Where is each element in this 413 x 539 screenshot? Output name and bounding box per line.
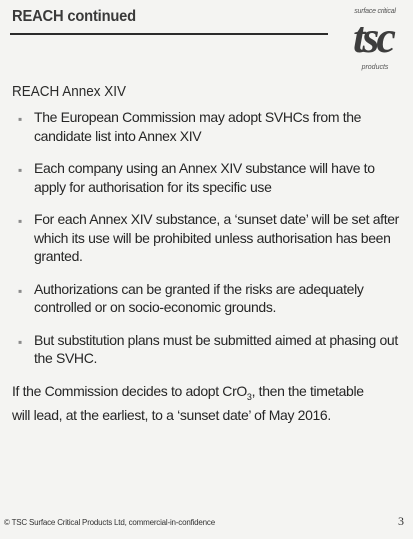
bullet-icon: ▪ [18, 163, 22, 177]
chemical-subscript: 3 [246, 391, 252, 402]
closing-text-start: If the Commission decides to adopt CrO [12, 382, 247, 399]
bullet-text: The European Commission may adopt SVHCs from the candidate list into Annex XIV [34, 109, 362, 144]
bullet-text: Authorizations can be granted if the risks are adequately controlled or on socio-economic grounds. [34, 280, 364, 315]
bullet-icon: ▪ [18, 112, 22, 126]
bullet-text: For each Annex XIV substance, a ‘sunset date’ will be set after which its use will be prohibited unless authorisation has been granted. [34, 211, 399, 264]
slide-title: REACH continued [12, 8, 136, 25]
bullet-text: But substitution plans must be submitted aimed at phasing out the SVHC. [34, 331, 398, 366]
list-item [12, 108, 402, 145]
logo-mark: tsc [353, 13, 393, 62]
list-item [12, 280, 402, 317]
footer-copyright: © TSC Surface Critical Products Ltd, commercial-in-confidence [4, 518, 215, 527]
closing-paragraph [12, 382, 382, 426]
logo-tagline-bottom: products [361, 64, 389, 71]
slide-content [12, 83, 402, 425]
bullet-icon: ▪ [18, 283, 22, 298]
tsc-logo [340, 6, 406, 82]
list-item [12, 210, 402, 266]
bullet-icon: ▪ [18, 334, 22, 349]
logo-tagline-top: surface critical [354, 8, 396, 15]
list-item [12, 159, 402, 196]
bullet-icon: ▪ [18, 214, 22, 228]
list-item [12, 331, 402, 368]
closing-text-end: , then the timetable will lead, at the earliest, to a ‘sunset date’ of May 2016. [12, 382, 364, 424]
bullet-text: Each company using an Annex XIV substance will have to apply for authorisation for its specific use [34, 160, 375, 195]
title-divider [10, 33, 328, 35]
bullet-list [12, 108, 402, 368]
section-heading: REACH Annex XIV [12, 83, 127, 100]
page-number: 3 [398, 514, 404, 528]
